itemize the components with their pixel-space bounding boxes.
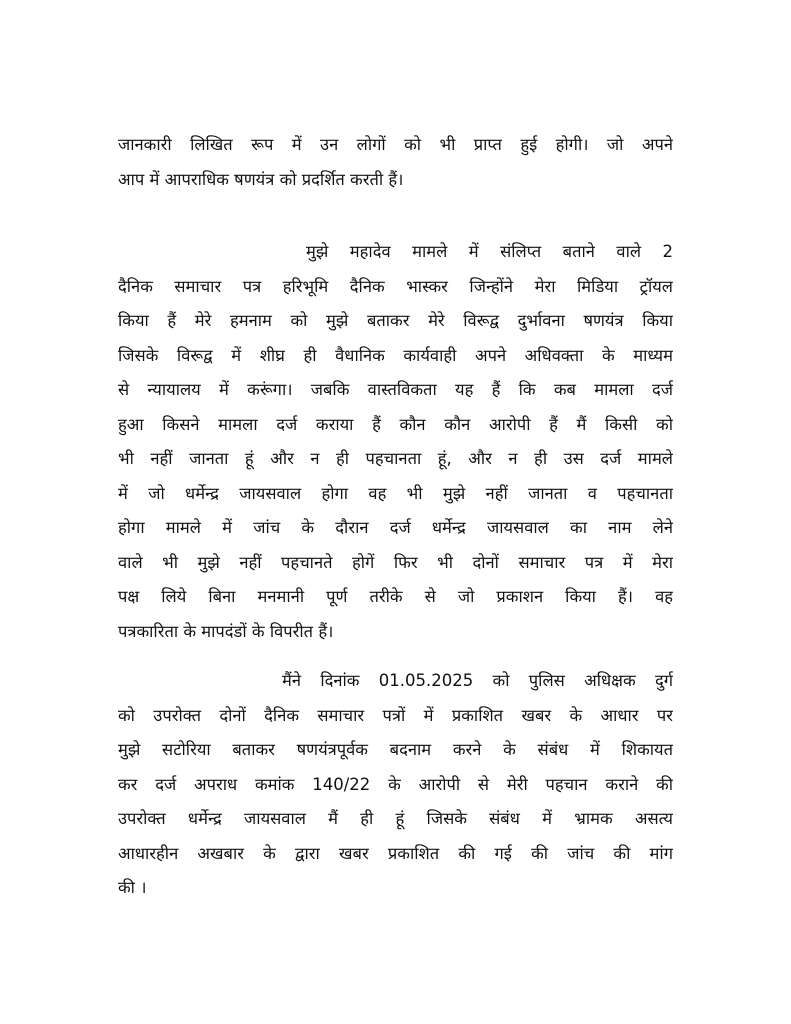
text-line: आप में आपराधिक षणयंत्र को प्रदर्शित करती हैं। [118, 169, 404, 189]
text-line: हुआ किसने मामला दर्ज कराया हैं कौन कौन आरोपी हैं मैं किसी को [118, 414, 673, 434]
text-line: मुझे सटोरिया बताकर षणयंत्रपूर्वक बदनाम करने के संबंध में शिकायत [118, 740, 673, 759]
text-line: से न्यायालय में करूंगा। जबकि वास्तविकता यह हैं कि कब मामला दर्ज [118, 380, 673, 399]
text-line: कर दर्ज अपराध कमांक 140/22 के आरोपी से मेरी पहचान कराने की [118, 774, 673, 794]
text-line: जानकारी लिखित रूप में उन लोगों को भी प्राप्त हुई होगी। जो अपने [118, 135, 673, 154]
text-line: पक्ष लिये बिना मनमानी पूर्ण तरीके से जो प्रकाशन किया हैं। वह [118, 587, 673, 606]
text-line: किया हैं मेरे हमनाम को मुझे बताकर मेरे विरूद्व दुर्भावना षणयंत्र किया [118, 311, 673, 330]
text-line: मुझे महादेव मामले में संलिप्त बताने वाले 2 [306, 242, 673, 261]
paragraph-2 [118, 235, 673, 649]
text-line: वाले भी मुझे नहीं पहचानते होगें फिर भी दोनों समाचार पत्र में मेरा [118, 552, 673, 572]
text-line: होगा मामले में जांच के दौरान दर्ज धर्मेन्द्र जायसवाल का नाम लेने [118, 518, 673, 537]
text-line: दैनिक समाचार पत्र हरिभूमि दैनिक भास्कर जिन्होंने मेरा मिडिया ट्रॉयल [118, 276, 673, 296]
text-line: उपरोक्त धर्मेन्द्र जायसवाल मैं ही हूं जिसके संबंध में भ्रामक असत्य [118, 809, 673, 828]
paragraph-3 [118, 664, 673, 906]
text-line: की । [118, 878, 147, 897]
text-line: आधारहीन अखबार के द्वारा खबर प्रकाशित की गई की जांच की मांग [118, 843, 673, 863]
text-line: में जो धर्मेन्द्र जायसवाल होगा वह भी मुझे नहीं जानता व पहचानता [118, 483, 673, 503]
text-line: को उपरोक्त दोनों दैनिक समाचार पत्रों में प्रकाशित खबर के आधार पर [118, 705, 673, 725]
paragraph-1 [118, 128, 673, 197]
text-line: जिसके विरूद्व में शीघ्र ही वैधानिक कार्यवाही अपने अधिवक्ता के माध्यम [118, 345, 673, 365]
text-line: भी नहीं जानता हूं और न ही पहचानता हूं, और न ही उस दर्ज मामले [118, 449, 673, 468]
text-line: पत्रकारिता के मापदंडों के विपरीत हैं। [118, 621, 334, 641]
text-line: मैंने दिनांक 01.05.2025 को पुलिस अधिक्षक दुर्ग [282, 671, 673, 690]
